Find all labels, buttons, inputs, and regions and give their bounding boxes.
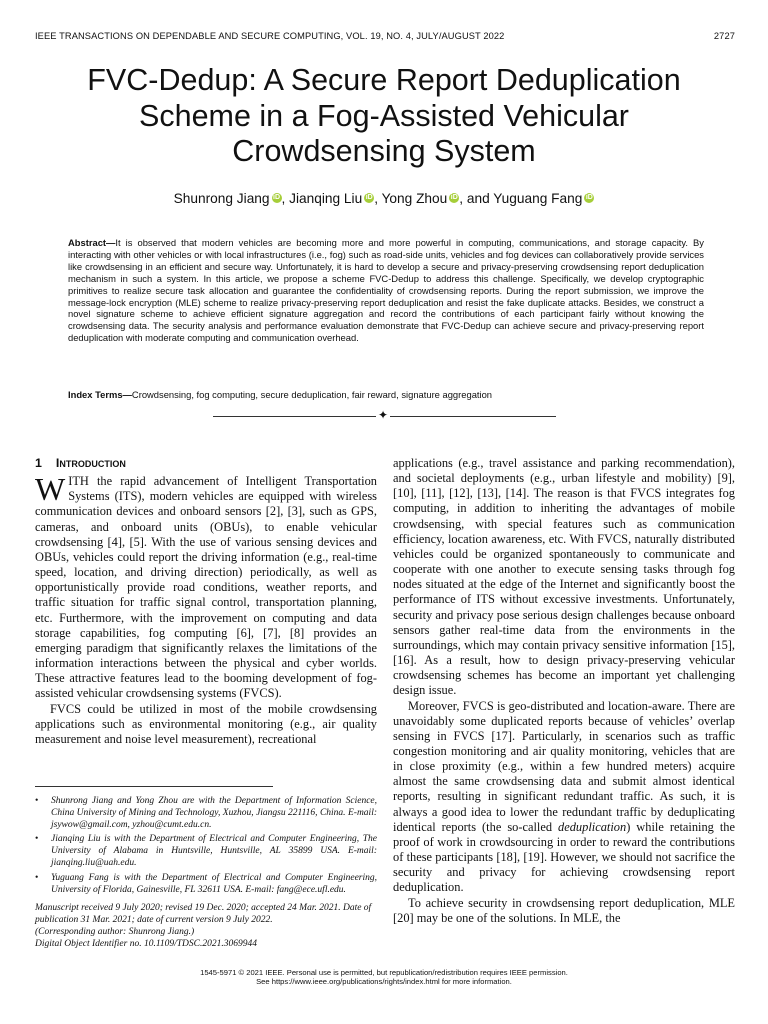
journal-name: IEEE TRANSACTIONS ON DEPENDABLE AND SECURE COMPUTING, VOL. 19, NO. 4, JULY/AUGUST 2022 [35,31,505,41]
paragraph-text: ) while retaining the proof of work in crowdsourcing in order to reward the contributions of these participants [18], [19]. However, we should not sacrifice the security and privacy for achieving crowdsensing report deduplication. [393,819,736,895]
title-line: Crowdsensing System [232,134,536,168]
author-name: Yong Zhou [381,191,448,206]
index-terms [68,389,704,401]
footnote-text: Jianqing Liu is with the Department of Electrical and Computer Engineering, The University of Alabama in Huntsville, Huntsville, AL 35899 USA. E-mail: jianqing.liu@uah.edu. [51,834,377,869]
paragraph [35,471,377,701]
section-number: 1 [35,456,42,470]
index-terms-text: Crowdsensing, fog computing, secure deduplication, fair reward, signature aggregation [131,389,493,400]
paragraph-text: Moreover, FVCS is geo-distributed and location-aware. There are unavoidably some duplicated reports because of vehicles’ overlap sensing in FVCS [17]. Particularly, in scenarios such as traffic congestion monitoring and air quality monitoring, vehicles that are in close proximity (e.g., within a few hundred meters) acquire almost the same crowdsensing data and submit almost identical reports, resulting in significant redundant traffic. As such, it is always a good idea to lower the redundant traffic by deduplicating identical reports (the so-called [393,698,735,834]
manuscript-info [35,902,377,950]
author-name: Yuguang Fang [493,191,583,206]
title-line: Scheme in a Fog-Assisted Vehicular [139,98,629,133]
author-name: Shunrong Jiang [173,191,270,206]
footnote-text: Shunrong Jiang and Yong Zhou are with the Department of Information Science, China University of Mining and Technology, Xuzhou, Jiangsu 221116, China. E-mail: jsywow@gmail.com, yzhou@cumt.edu.cn. [51,796,377,831]
abstract [68,237,704,344]
corresponding-author: (Corresponding author: Shunrong Jiang.) [35,926,195,937]
orcid-icon[interactable]: iD [365,194,373,201]
copyright-line: 1545-5971 © 2021 IEEE. Personal use is permitted, but republication/redistribution requires IEEE permission. [200,968,568,977]
right-column [393,456,735,926]
footnote-item [35,833,377,869]
footnote-item [35,795,377,831]
author-list: Shunrong Jiang iD , Jianqing Liu iD , Yong Zhou iD , and Yuguang Fang iD [173,191,593,206]
index-terms-label: Index Terms— [68,389,132,400]
bullet: • [35,872,39,883]
doi: Digital Object Identifier no. 10.1109/TDSC.2021.3069944 [35,939,258,950]
paragraph: applications (e.g., travel assistance and parking recommendation), and societal deployments (e.g., urban lifestyle and mobility) [9], [10], [11], [12], [13], [14]. The reason is that FVCS integrates fog computing, in addition to inheriting the advantages of mobile crowdsensing, with special features such as communication efficiency, location awareness, etc. With FVCS, naturally distributed vehicles could be organized spontaneously to communicate and cooperate with one another to execute sensing tasks through fog nodes situated at the edge of the Internet and significantly boost the performance of ITS without excessive investments. Unfortunately, security and privacy pose serious design challenges because onboard sensors gather real-time data from the environments in the surroundings, which may contain privacy sensitive information [15], [16]. As a result, how to design privacy-preserving vehicular crowdsensing schemes has become an important yet challenging design issue. [393,456,735,698]
author-name: Jianqing Liu [289,191,363,206]
bullet: • [35,796,39,806]
footnote-item [35,872,377,896]
orcid-icon[interactable]: iD [450,194,458,201]
manuscript-dates: Manuscript received 9 July 2020; revised 19 Dec. 2020; accepted 24 Mar. 2021. Date of publication 31 Mar. 2021; date of current version 9 July 2022. [35,902,372,925]
bullet: • [35,834,39,845]
page-number: 2727 [713,31,735,41]
author-conjunction: and [466,191,490,206]
abstract-text: It is observed that modern vehicles are becoming more and more powerful in computing, communications, and storage capacity. By interacting with other vehicles or with local infrastructures (i.e., fog) such as road-side units, vehicles and fog devices can collaboratively provide services like crowdsensing in an efficient and secure way. Unfortunately, it is hard to develop a secure and privacy-preserving crowdsensing report deduplication mechanism in such a system. In this article, we propose a scheme FVC-Dedup to address this challenge. Specifically, we develop cryptographic primitives to realize secure task allocation and guarantee the confidentiality of crowdsensing reports. During the report submission, we improve the message-lock encryption (MLE) scheme to realize privacy-preserving report deduplication and resist the fake duplicate attacks. Besides, we construct a novel signature scheme to achieve efficient signature aggregation and record the contributions of each participant fairly without knowing the crowdsensing data. The security analysis and performance evaluation demonstrate that FVC-Dedup can achieve secure and privacy-preserving report deduplication with moderate computing and communication overhead. [68,237,704,344]
paragraph: To achieve security in crowdsensing report deduplication, MLE [20] may be one of the solutions. In MLE, the [393,895,735,925]
emphasis-term: deduplication [558,819,627,834]
paper-title [40,63,728,170]
section-heading [35,456,377,471]
footnote-rule [35,786,273,787]
section-title: Introduction [55,456,126,470]
paragraph: FVCS could be utilized in most of the mobile crowdsensing applications such as environmental monitoring (e.g., air quality measurement and noise level measurement), recreational [35,701,377,746]
title-line: FVC-Dedup: A Secure Report Deduplication [87,63,681,97]
drop-cap: W [35,471,66,508]
orcid-icon[interactable]: iD [273,194,281,201]
orcid-icon[interactable]: iD [585,194,593,201]
left-column [35,456,377,747]
running-head [35,31,735,41]
rights-link[interactable]: See https://www.ieee.org/publications/rights/index.html for more information. [256,977,512,986]
footnotes [35,795,377,950]
paragraph-text: ITH the rapid advancement of Intelligent Transportation Systems (ITS), modern vehicles are equipped with wireless communication devices and onboard sensors [2], [3], such as GPS, cameras, and onboard units (OBUs), to enable vehicular crowdsensing [4], [5]. With the use of various sensing devices and OBUs, vehicles could report the driving information (e.g., real-time speed, location, and driving direction) periodically, as well as opportunistically provide road conditions, weather reports, and traffic situation for traffic signal control, transportation planning, etc. Furthermore, with the improvement on computing and data storage capabilities, fog computing [6], [7], [8] provides an emerging paradigm that significantly relaxes the limitations of the information interactions between the physical and cyber worlds. These attractive features lead to the booming development of fog-assisted vehicular crowdsensing systems (FVCS). [35,474,377,701]
abstract-label: Abstract— [68,237,116,248]
paragraph [393,699,735,896]
footnote-text: Yuguang Fang is with the Department of Electrical and Computer Engineering, University of Florida, Gainesville, FL 32611 USA. E-mail: fang@ece.ufl.edu. [51,872,377,895]
divider-ornament-icon: ✦ [377,408,389,422]
copyright-notice [100,968,668,986]
